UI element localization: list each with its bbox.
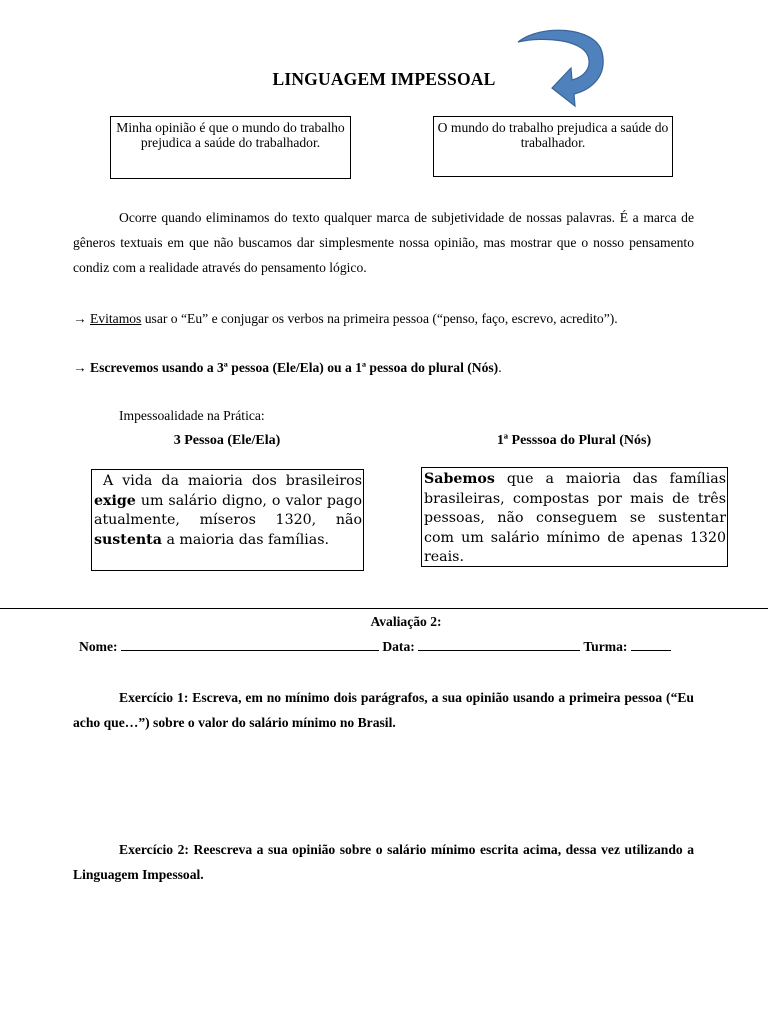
- col1-text-b: um salário digno, o valor pago atualmente, míseros 1320, não: [94, 492, 362, 528]
- personal-opinion-text: Minha opinião é que o mundo do trabalho prejudica a saúde do trabalhador.: [116, 120, 345, 150]
- nome-field[interactable]: [121, 639, 379, 651]
- col1-title: [91, 433, 363, 449]
- col2-title-text: 1ª Pesssoa do Plural (Nós): [496, 433, 652, 448]
- exercise-1: [73, 685, 694, 735]
- rule-write-end: .: [498, 360, 502, 375]
- rule-write: [73, 355, 694, 380]
- turma-field[interactable]: [631, 639, 671, 651]
- rule-write-text: Escrevemos usando a 3ª pessoa (Ele/Ela) ou a 1ª pessoa do plural (Nós): [90, 360, 499, 375]
- exercise-2: [73, 837, 694, 887]
- page-title: [0, 69, 768, 90]
- personal-opinion-box: [110, 116, 351, 179]
- evaluation-title-text: Avaliação 2:: [370, 614, 442, 629]
- col1-title-text: 3 Pessoa (Ele/Ela): [173, 433, 281, 448]
- col2-title: [421, 433, 727, 449]
- exercise-2-label: Exercício 2:: [119, 842, 189, 857]
- third-person-example-box: [91, 469, 364, 571]
- definition-text: Ocorre quando eliminamos do texto qualquer marca de subjetividade de nossas palavras. É a marca de gêneros textuais em que não buscamos dar simplesmente nossa opinião, mas mostrar que o nosso pensamento condiz com a realidade através do pensamento lógico.: [73, 210, 694, 275]
- impersonal-statement-text: O mundo do trabalho prejudica a saúde do trabalhador.: [437, 120, 669, 150]
- plural-example-box: [421, 467, 728, 567]
- exercise-1-text: Escreva, em no mínimo dois parágrafos, a sua opinião usando a primeira pessoa (“Eu acho que…”) sobre o valor do salário mínimo no Brasil.: [73, 690, 694, 730]
- section-divider: [0, 608, 768, 609]
- turma-label: Turma:: [583, 639, 628, 654]
- definition-paragraph: [73, 205, 694, 280]
- curved-arrow-icon: [500, 22, 610, 112]
- col1-bold-exige: exige: [94, 492, 136, 509]
- col2-bold-sabemos: Sabemos: [424, 471, 495, 487]
- col1-text-c: a maioria das famílias.: [161, 531, 330, 548]
- evaluation-title: [0, 614, 768, 630]
- data-label: Data:: [382, 639, 415, 654]
- exercise-2-text: Reescreva a sua opinião sobre o salário mínimo escrita acima, dessa vez utilizando a Linguagem Impessoal.: [73, 842, 695, 882]
- rule-avoid-keyword: Evitamos: [90, 311, 142, 326]
- impersonal-statement-box: [433, 116, 673, 177]
- nome-label: Nome:: [79, 639, 118, 654]
- data-field[interactable]: [418, 639, 580, 651]
- page-title-text: LINGUAGEM IMPESSOAL: [272, 69, 496, 89]
- col2-text: que a maioria das famílias brasileiras, compostas por mais de três pessoas, não conseguem se sustentar com um salário mínimo de apenas 1320 reais.: [424, 471, 726, 565]
- exercise-1-label: Exercício 1:: [119, 690, 189, 705]
- practice-heading-text: Impessoalidade na Prática:: [119, 408, 265, 423]
- rule-avoid: [73, 306, 694, 331]
- arrow-right-icon: →: [73, 360, 87, 375]
- student-info-line: [79, 639, 699, 655]
- col1-text-a: A vida da maioria dos brasileiros: [103, 473, 362, 489]
- arrow-right-icon: →: [73, 311, 87, 326]
- rule-avoid-text: usar o “Eu” e conjugar os verbos na primeira pessoa (“penso, faço, escrevo, acredito”).: [141, 311, 618, 326]
- practice-heading: [119, 408, 265, 424]
- col1-bold-sustenta: sustenta: [94, 531, 162, 548]
